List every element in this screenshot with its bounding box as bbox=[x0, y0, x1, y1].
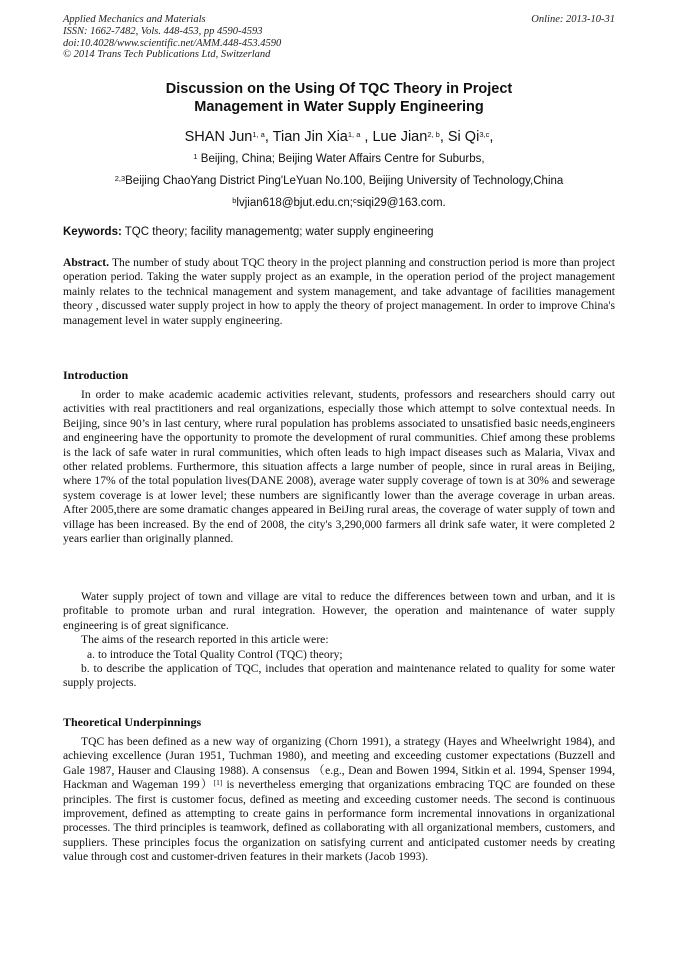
author-list-end: , bbox=[489, 129, 494, 145]
section-heading-introduction: Introduction bbox=[63, 368, 129, 382]
abstract-label: Abstract. bbox=[63, 256, 110, 269]
title-line-2: Management in Water Supply Engineering bbox=[194, 99, 484, 115]
author-2-affiliation: 1, a bbox=[347, 130, 361, 139]
author-1: SHAN Jun bbox=[184, 129, 253, 145]
section-heading-theoretical-underpinnings: Theoretical Underpinnings bbox=[63, 715, 202, 729]
introduction-paragraph-1: In order to make academic academic activities relevant, students, professors and researchers should carry out activities with real practitioners and real organizations, especially those which attempt to solve contextual needs. In Beijing, since 90’s in last century, where rural population has problems associated to unsatisfied basic needs,engineers and engineering have the opportunity to promote the development of rural communities. Chief among these problems is the lack of safe water in rural communities, which often leads to high impact diseases such as Malaria, Vivax and other related problems. Furthermore, this situation affects a large number of people, since in rural areas in Beijing, where 17% of the total population lives(DANE 2008), average water supply coverage of town is at 30% and sewerage system coverage is at lower level; these numbers are significantly lower than the average coverage in urban areas. After 2005,there are some dramatic changes appeared in BeiJing rural areas, the coverage of water supply of town and village has been increased. By the end of 2008, the city's 3,290,000 farmers all drink safe water, it were completed 2 years earlier than originally planned. bbox=[63, 388, 615, 546]
abstract bbox=[63, 256, 615, 328]
online-date: Online: 2013-10-31 bbox=[531, 14, 615, 25]
email-b-marker: b bbox=[232, 196, 237, 205]
theory-paragraph-start: TQC has been defined as a new way of organizing (Chorn 1991), a strategy (Hayes and Wheelwright 1984), and achieving excellence (Juran 1951, Tuchman 1980), and meeting and exceeding customer expectations (Buzzell and Gale 1987, Hauser and Clausing 1988). A consensus （e.g., Dean and Bowen 1994, Sitkin et al. 1994, Spenser 1994, Hackman and Wageman 199） bbox=[63, 735, 615, 792]
affiliation-2 bbox=[63, 174, 615, 188]
reference-marker: [1] bbox=[213, 778, 223, 788]
email-c: siqi29@163.com. bbox=[356, 197, 446, 209]
email-b: lvjian618@bjut.edu.cn; bbox=[236, 197, 353, 209]
affiliation-2-marker: 2,3 bbox=[114, 174, 126, 183]
author-3-affiliation: 2, b bbox=[427, 130, 440, 139]
issn-line: ISSN: 1662-7482, Vols. 448-453, pp 4590-4593 bbox=[63, 25, 263, 37]
copyright-line: © 2014 Trans Tech Publications Ltd, Switzerland bbox=[63, 49, 271, 61]
affiliation-1-text: Beijing, China; Beijing Water Affairs Centre for Suburbs, bbox=[197, 153, 485, 165]
abstract-text: The number of study about TQC theory in the project planning and construction period is more than project operation period. Taking the water supply project as an example, in the operation period of the project management mainly relates to the technical management and system management, and take advantage of facilities management theory , discussed water supply project in how to apply the theory of project management. In order to improve China's management level in water supply engineering. bbox=[63, 256, 615, 327]
keywords-label: Keywords: bbox=[63, 226, 122, 238]
author-3: , Lue Jian bbox=[360, 129, 428, 145]
author-2: , Tian Jin Xia bbox=[264, 129, 348, 145]
author-emails bbox=[63, 196, 615, 210]
introduction-paragraph-2: Water supply project of town and village are vital to reduce the differences between town and urban, and it is profitable to promote urban and rural integration. However, the operation and maintenance of water supply engineering is of great significance. bbox=[63, 590, 615, 632]
author-4: , Si Qi bbox=[439, 129, 480, 145]
doi-line: doi:10.4028/www.scientific.net/AMM.448-453.4590 bbox=[63, 37, 282, 49]
author-4-affiliation: 3,c bbox=[479, 130, 490, 139]
introduction-paragraph-3: The aims of the research reported in this article were: bbox=[81, 633, 329, 646]
keywords-text: TQC theory; facility managementg; water supply engineering bbox=[121, 226, 434, 238]
paper-title bbox=[63, 80, 615, 116]
email-c-marker: c bbox=[352, 196, 357, 205]
affiliation-1-marker: 1 bbox=[193, 152, 198, 161]
author-list bbox=[63, 128, 615, 146]
title-line-1: Discussion on the Using Of TQC Theory in Project bbox=[165, 81, 513, 97]
affiliation-1 bbox=[63, 152, 615, 166]
keywords bbox=[63, 225, 615, 239]
journal-header bbox=[63, 14, 615, 61]
theory-paragraph-1 bbox=[63, 735, 615, 865]
theory-paragraph-end: is nevertheless emerging that organizations embracing TQC are founded on these principles. The first is customer focus, defined as meeting and exceeding customer needs. The second is continuous improvement, defined as attempting to create gains in performance form incremental innovations in organizational processes. The third principles is teamwork, defined as collaborating with all organizational members, customers, and suppliers. These principles focus the organization on satisfying current and anticipated customer needs by creating value through cost and customer-driven features in their markets (Jacob 1993). bbox=[63, 778, 615, 864]
author-1-affiliation: 1, a bbox=[252, 130, 265, 139]
aim-item-a: a. to introduce the Total Quality Control (TQC) theory; bbox=[87, 648, 343, 661]
aim-item-b: b. to describe the application of TQC, includes that operation and maintenance related to quality for some water supply projects. bbox=[63, 662, 615, 690]
affiliation-2-text: Beijing ChaoYang District Ping'LeYuan No.100, Beijing University of Technology,China bbox=[125, 175, 564, 187]
journal-name: Applied Mechanics and Materials bbox=[63, 14, 206, 25]
